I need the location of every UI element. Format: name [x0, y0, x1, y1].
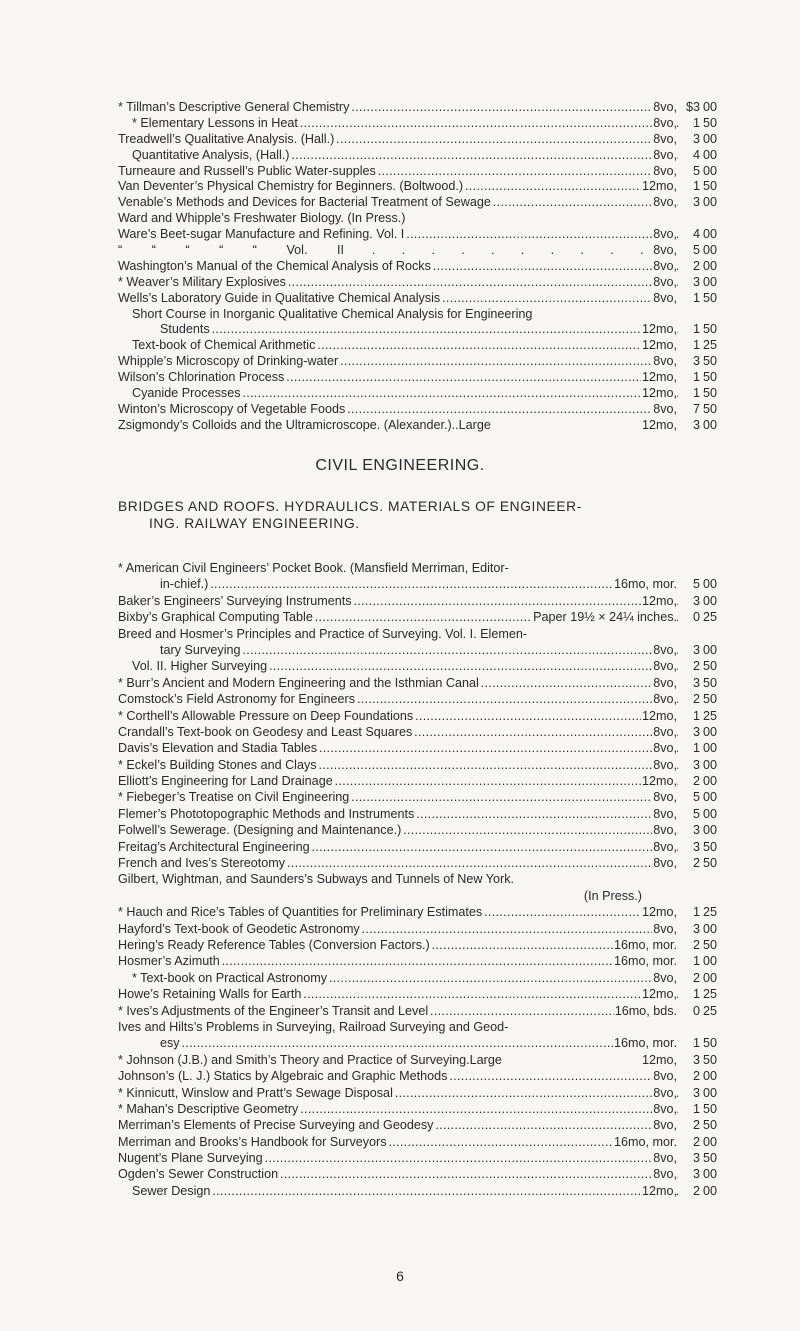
entry-price-dollars: 3 — [692, 593, 700, 608]
catalog-entry — [0, 953, 800, 969]
entry-title: * Text-book on Practical Astronomy . . . — [132, 970, 678, 986]
catalog-entry — [0, 100, 800, 116]
entry-price-cents: 00 — [703, 790, 718, 805]
entry-price-cents: 50 — [703, 692, 718, 707]
catalog-entry — [0, 773, 800, 789]
entry-title: * Weaver’s Military Explosives . . . — [118, 275, 678, 291]
catalog-entry — [0, 275, 800, 291]
entry-title: Merriman and Brooks’s Handbook for Surveyors . . . — [118, 1134, 678, 1150]
entry-price-cents: 50 — [703, 1118, 718, 1133]
entry-title: Students . . . — [160, 322, 678, 338]
catalog-entry — [0, 291, 800, 307]
entry-price-dollars: 5 — [692, 790, 700, 805]
entry-price-cents: 00 — [703, 227, 718, 242]
entry-title: Zsigmondy’s Colloids and the Ultramicroscope. (Alexander.)..Large — [118, 417, 491, 432]
entry-title: Freitag’s Architectural Engineering . . . — [118, 839, 678, 855]
entry-format: 12mo, — [641, 370, 677, 385]
entry-price-cents: 25 — [703, 610, 718, 625]
catalog-entry — [0, 986, 800, 1002]
catalog-entry — [0, 757, 800, 773]
entry-title: * Kinnicutt, Winslow and Pratt’s Sewage Disposal . . . — [118, 1085, 678, 1101]
catalog-entry — [0, 370, 800, 386]
entry-title: Ward and Whipple’s Freshwater Biology. (In Press.) — [118, 211, 406, 226]
entry-format: 8vo, — [653, 147, 677, 162]
entry-price-cents: 00 — [703, 724, 718, 739]
catalog-entry — [0, 839, 800, 855]
entry-format: 8vo, — [653, 1101, 677, 1116]
entry-title: Turneaure and Russell’s Public Water-supples . . . — [118, 164, 678, 180]
entry-format: 8vo, — [653, 1118, 677, 1133]
catalog-entry — [0, 1068, 800, 1084]
entry-title: Gilbert, Wightman, and Saunders’s Subways and Tunnels of New York. — [118, 872, 514, 887]
entry-price-dollars: 3 — [692, 1151, 700, 1166]
entry-price-dollars: 3 — [692, 642, 700, 657]
catalog-entry — [0, 642, 800, 658]
entry-price-dollars: 5 — [692, 577, 700, 592]
entry-price-cents: 50 — [703, 1052, 718, 1067]
entry-title: Sewer Design . . . — [132, 1183, 678, 1199]
catalog-entry — [0, 164, 800, 180]
section-subheading — [118, 498, 740, 532]
entry-title: “ “ “ “ “ Vol. II . . . — [118, 243, 678, 259]
entry-price-cents: 00 — [703, 417, 718, 432]
entry-price-dollars: 5 — [692, 806, 700, 821]
entry-price-cents: 00 — [703, 100, 718, 114]
entry-format: 8vo, — [653, 131, 677, 146]
entry-format: 16mo, mor. — [614, 954, 677, 969]
entry-format: 8vo, — [653, 724, 677, 739]
catalog-entry — [0, 593, 800, 609]
entry-title: * Burr’s Ancient and Modern Engineering and the Isthmian Canal . . . — [118, 675, 678, 691]
catalog-entry — [0, 708, 800, 724]
entry-price-dollars: 4 — [692, 227, 700, 242]
catalog-entry — [0, 675, 800, 691]
entry-price-dollars: 1 — [692, 708, 700, 723]
catalog-entry — [0, 1134, 800, 1150]
entry-price-dollars: 3 — [692, 757, 700, 772]
entry-format: 12mo, — [641, 774, 677, 789]
section-heading: CIVIL ENGINEERING. — [315, 457, 485, 474]
catalog-entry — [0, 418, 800, 434]
catalog-entry — [0, 576, 800, 592]
entry-price-dollars: 3 — [692, 274, 700, 289]
entry-title: * Ives’s Adjustments of the Engineer’s Transit and Level . . . — [118, 1003, 678, 1019]
entry-title: Hayford’s Text-book of Geodetic Astronomy . . . — [118, 921, 678, 937]
entry-price-dollars: $3 — [685, 100, 700, 114]
catalog-entry — [0, 354, 800, 370]
catalog-entry — [0, 822, 800, 838]
catalog-entry — [0, 789, 800, 805]
catalog-entry — [0, 1035, 800, 1051]
catalog-entry — [0, 1166, 800, 1182]
entry-format: 8vo, — [653, 839, 677, 854]
entry-format: 8vo, — [653, 195, 677, 210]
subheading-line-1: BRIDGES AND ROOFS. HYDRAULICS. MATERIALS OF ENGINEER- — [118, 499, 582, 514]
entry-format: 12mo, — [641, 987, 677, 1002]
catalog-entry — [0, 338, 800, 354]
entry-title: * Corthell’s Allowable Pressure on Deep Foundations . . . — [118, 708, 678, 724]
entry-format: 8vo, — [653, 1167, 677, 1182]
entry-format: 16mo, mor. — [614, 1036, 677, 1051]
entry-price-cents: 00 — [703, 757, 718, 772]
entry-price-dollars: 3 — [692, 195, 700, 210]
entry-price-dollars: 1 — [692, 905, 700, 920]
entry-format: 8vo, — [653, 692, 677, 707]
entry-format: 8vo, — [653, 1085, 677, 1100]
entry-price-dollars: 3 — [692, 1052, 700, 1067]
entry-title: Crandall’s Text-book on Geodesy and Least Squares . . . — [118, 724, 678, 740]
entry-title: * Fiebeger’s Treatise on Civil Engineering . . . — [118, 789, 678, 805]
entry-format: 16mo, mor. — [614, 1134, 677, 1149]
entry-price-dollars: 0 — [692, 1003, 700, 1018]
entry-price-cents: 00 — [703, 954, 718, 969]
entry-format: 8vo, — [653, 970, 677, 985]
chemistry-list — [0, 100, 800, 434]
entry-title: Nugent’s Plane Surveying . . . — [118, 1150, 678, 1166]
entry-price-cents: 00 — [703, 823, 718, 838]
subheading-line-2: ING. RAILWAY ENGINEERING. — [149, 516, 360, 531]
entry-price-cents: 00 — [703, 774, 718, 789]
entry-price-dollars: 1 — [692, 954, 700, 969]
entry-title: * American Civil Engineers’ Pocket Book. (Mansfield Merriman, Editor- — [118, 561, 509, 575]
entry-price-dollars: 3 — [692, 823, 700, 838]
entry-price-dollars: 3 — [692, 417, 700, 432]
entry-price-cents: 00 — [703, 921, 718, 936]
entry-format: 8vo, — [653, 290, 677, 305]
entry-price-dollars: 1 — [692, 338, 700, 353]
entry-format: 12mo, — [641, 1052, 677, 1067]
entry-title: Venable’s Methods and Devices for Bacterial Treatment of Sewage . . . — [118, 195, 678, 211]
catalog-entry — [0, 904, 800, 920]
entry-price-cents: 50 — [703, 290, 718, 305]
catalog-entry — [0, 259, 800, 275]
entry-title: Comstock’s Field Astronomy for Engineers . . . — [118, 691, 678, 707]
entry-title: Ives and Hilts’s Problems in Surveying, Railroad Surveying and Geod- — [118, 1019, 509, 1034]
entry-format: 12mo, — [641, 179, 677, 194]
entry-format: 8vo, — [653, 790, 677, 805]
entry-price-cents: 00 — [703, 195, 718, 210]
entry-format: 16mo, bds. — [614, 1003, 677, 1018]
entry-format: 12mo, — [641, 708, 677, 723]
entry-title: Wilson’s Chlorination Process . . . — [118, 370, 678, 386]
entry-price-cents: 50 — [703, 370, 718, 385]
entry-price-dollars: 1 — [692, 115, 700, 130]
entry-price-dollars: 3 — [692, 1085, 700, 1100]
catalog-entry — [0, 386, 800, 402]
entry-title: Winton’s Microscopy of Vegetable Foods . . . — [118, 402, 678, 418]
entry-title: Quantitative Analysis, (Hall.) . . . — [132, 148, 678, 164]
catalog-entry — [0, 626, 800, 642]
entry-price-cents: 00 — [703, 131, 718, 146]
entry-price-cents: 00 — [703, 741, 718, 756]
entry-price-dollars: 1 — [692, 1101, 700, 1116]
catalog-entry — [0, 970, 800, 986]
catalog-entry — [0, 609, 800, 625]
catalog-entry — [0, 888, 800, 904]
entry-price-dollars: 3 — [692, 675, 700, 690]
entry-price-dollars: 3 — [692, 354, 700, 369]
catalog-entry — [0, 806, 800, 822]
catalog-entry — [0, 740, 800, 756]
catalog-entry — [0, 1183, 800, 1199]
entry-price-dollars: 2 — [692, 1134, 700, 1149]
entry-price-cents: 00 — [703, 147, 718, 162]
entry-price-dollars: 3 — [692, 131, 700, 146]
entry-price-dollars: 1 — [692, 987, 700, 1002]
entry-title: Flemer’s Phototopographic Methods and Instruments . . . — [118, 806, 678, 822]
entry-format: 8vo, — [653, 675, 677, 690]
entry-title: Ogden’s Sewer Construction . . . — [118, 1166, 678, 1182]
entry-title: Van Deventer’s Physical Chemistry for Beginners. (Boltwood.) . . . — [118, 179, 678, 195]
entry-title: * Hauch and Rice’s Tables of Quantities for Preliminary Estimates . . . — [118, 904, 678, 920]
entry-title: Wells’s Laboratory Guide in Qualitative Chemical Analysis . . . — [118, 291, 678, 307]
entry-price-cents: 00 — [703, 577, 718, 592]
entry-price-dollars: 1 — [692, 370, 700, 385]
entry-price-cents: 00 — [703, 1069, 718, 1084]
entry-price-cents: 50 — [703, 386, 718, 401]
catalog-entry — [0, 211, 800, 227]
entry-price-cents: 50 — [703, 675, 718, 690]
catalog-entry — [0, 195, 800, 211]
entry-format: 8vo, — [653, 741, 677, 756]
catalog-entry — [0, 243, 800, 259]
entry-title: Merriman’s Elements of Precise Surveying and Geodesy . . . — [118, 1117, 678, 1133]
entry-format: 12mo, — [641, 386, 677, 401]
entry-title: Howe’s Retaining Walls for Earth . . . — [118, 986, 678, 1002]
entry-price-cents: 50 — [703, 354, 718, 369]
entry-format: 8vo, — [653, 757, 677, 772]
entry-price-dollars: 5 — [692, 163, 700, 178]
entry-price-dollars: 3 — [692, 921, 700, 936]
entry-price-dollars: 0 — [692, 610, 700, 625]
entry-price-dollars: 5 — [692, 243, 700, 258]
entry-price-cents: 00 — [703, 1085, 718, 1100]
entry-price-cents: 00 — [703, 243, 718, 258]
entry-price-cents: 50 — [703, 322, 718, 337]
entry-price-cents: 25 — [703, 708, 718, 723]
catalog-entry — [0, 560, 800, 576]
entry-price-cents: 50 — [703, 839, 718, 854]
entry-price-cents: 25 — [703, 1003, 718, 1018]
entry-title: Elliott’s Engineering for Land Drainage . . . — [118, 773, 678, 789]
entry-title: Short Course in Inorganic Qualitative Chemical Analysis for Engineering — [132, 306, 533, 321]
entry-price-cents: 50 — [703, 179, 718, 194]
entry-format: 8vo, — [653, 642, 677, 657]
entry-title: * Tillman’s Descriptive General Chemistry . . . — [118, 100, 678, 116]
catalog-entry — [0, 1052, 800, 1068]
catalog-entry — [0, 1117, 800, 1133]
entry-format: Paper 19½ × 24¼ inches. — [533, 610, 677, 625]
catalog-entry — [0, 307, 800, 323]
entry-price-cents: 50 — [703, 1036, 718, 1051]
catalog-entry — [0, 691, 800, 707]
entry-price-dollars: 3 — [692, 1167, 700, 1182]
entry-price-cents: 00 — [703, 258, 718, 273]
entry-price-dollars: 2 — [692, 692, 700, 707]
entry-price-cents: 00 — [703, 970, 718, 985]
entry-format: 16mo, mor. — [614, 577, 677, 592]
catalog-entry — [0, 132, 800, 148]
entry-price-cents: 00 — [703, 274, 718, 289]
entry-format: 8vo, — [653, 806, 677, 821]
entry-format: 12mo, — [641, 322, 677, 337]
catalog-entry — [0, 1019, 800, 1035]
catalog-entry — [0, 658, 800, 674]
entry-price-dollars: 1 — [692, 741, 700, 756]
entry-format: 12mo, — [641, 905, 677, 920]
entry-price-cents: 00 — [703, 642, 718, 657]
entry-price-cents: 50 — [703, 937, 718, 952]
entry-price-dollars: 2 — [692, 1118, 700, 1133]
entry-title: Ware’s Beet-sugar Manufacture and Refining. Vol. I . . . — [118, 227, 678, 243]
entry-price-cents: 00 — [703, 1134, 718, 1149]
entry-title: * Elementary Lessons in Heat . . . — [132, 116, 678, 132]
entry-price-cents: 25 — [703, 987, 718, 1002]
entry-format: 12mo, — [641, 417, 677, 432]
catalog-entry — [0, 227, 800, 243]
entry-price-cents: 50 — [703, 1101, 718, 1116]
page-number: 6 — [396, 1268, 404, 1284]
entry-title: * Johnson (J.B.) and Smith’s Theory and Practice of Surveying.Large — [118, 1052, 502, 1067]
entry-price-dollars: 2 — [692, 1069, 700, 1084]
entry-format: 16mo, mor. — [614, 937, 677, 952]
entry-price-dollars: 2 — [692, 937, 700, 952]
civil-engineering-list — [0, 560, 800, 1199]
entry-price-dollars: 7 — [692, 401, 700, 416]
entry-title: Baker’s Engineers’ Surveying Instruments . . . — [118, 593, 678, 609]
entry-price-dollars: 2 — [692, 856, 700, 871]
entry-title: Johnson’s (L. J.) Statics by Algebraic and Graphic Methods . . . — [118, 1068, 678, 1084]
catalog-entry — [0, 402, 800, 418]
entry-title: Breed and Hosmer’s Principles and Practice of Surveying. Vol. I. Elemen- — [118, 626, 528, 641]
entry-price-dollars: 4 — [692, 147, 700, 162]
catalog-entry — [0, 855, 800, 871]
entry-price-dollars: 2 — [692, 258, 700, 273]
catalog-entry — [0, 937, 800, 953]
entry-title: Text-book of Chemical Arithmetic . . . — [132, 338, 678, 354]
entry-format: 12mo, — [641, 1183, 677, 1198]
entry-price-cents: 50 — [703, 1151, 718, 1166]
entry-price-cents: 50 — [703, 115, 718, 130]
entry-title: Hosmer’s Azimuth . . . — [118, 953, 678, 969]
entry-price-cents: 00 — [703, 163, 718, 178]
catalog-entry — [0, 921, 800, 937]
catalog-entry — [0, 116, 800, 132]
entry-price-dollars: 2 — [692, 970, 700, 985]
entry-format: 8vo, — [653, 659, 677, 674]
entry-format: 8vo, — [653, 163, 677, 178]
entry-price-dollars: 1 — [692, 290, 700, 305]
entry-price-cents: 50 — [703, 401, 718, 416]
entry-price-cents: 00 — [703, 806, 718, 821]
catalog-entry — [0, 724, 800, 740]
entry-title: Davis’s Elevation and Stadia Tables . . . — [118, 740, 678, 756]
entry-title: in-chief.) . . . — [160, 576, 678, 592]
entry-price-dollars: 1 — [692, 322, 700, 337]
entry-format: 8vo, — [653, 856, 677, 871]
entry-format: 8vo, — [653, 115, 677, 130]
entry-price-cents: 00 — [703, 593, 718, 608]
entry-title: Hering’s Ready Reference Tables (Conversion Factors.) . . . — [118, 937, 678, 953]
entry-format: 12mo, — [641, 593, 677, 608]
entry-price-dollars: 3 — [692, 724, 700, 739]
catalog-entry — [0, 1150, 800, 1166]
entry-price-cents: 50 — [703, 856, 718, 871]
entry-title: tary Surveying . . . — [160, 642, 678, 658]
catalog-entry — [0, 871, 800, 887]
entry-title: Vol. II. Higher Surveying . . . — [132, 658, 678, 674]
entry-format: 8vo, — [653, 354, 677, 369]
entry-title: * Eckel’s Building Stones and Clays . . . — [118, 757, 678, 773]
entry-format: 8vo, — [653, 1151, 677, 1166]
entry-price-cents: 00 — [703, 1183, 718, 1198]
entry-format: 8vo, — [653, 401, 677, 416]
entry-price-dollars: 1 — [692, 386, 700, 401]
entry-title: esy . . . — [160, 1035, 678, 1051]
entry-title: Washington’s Manual of the Chemical Analysis of Rocks . . . — [118, 259, 678, 275]
entry-price-dollars: 2 — [692, 659, 700, 674]
catalog-entry — [0, 148, 800, 164]
entry-format: 8vo, — [653, 1069, 677, 1084]
catalog-entry — [0, 322, 800, 338]
entry-price-dollars: 1 — [692, 179, 700, 194]
entry-price-dollars: 2 — [692, 1183, 700, 1198]
entry-format: 8vo, — [653, 823, 677, 838]
entry-format: 8vo, — [653, 243, 677, 258]
entry-format: 8vo, — [653, 227, 677, 242]
entry-title: French and Ives’s Stereotomy . . . — [118, 855, 678, 871]
entry-format: 8vo, — [653, 274, 677, 289]
entry-price-cents: 25 — [703, 905, 718, 920]
entry-title: Whipple’s Microscopy of Drinking-water . . . — [118, 354, 678, 370]
entry-title: Cyanide Processes . . . — [132, 386, 678, 402]
catalog-entry — [0, 179, 800, 195]
entry-format: 8vo, — [653, 258, 677, 273]
catalog-entry — [0, 1003, 800, 1019]
entry-price-dollars: 3 — [692, 839, 700, 854]
entry-title: Folwell’s Sewerage. (Designing and Maintenance.) . . . — [118, 822, 678, 838]
catalog-entry — [0, 1101, 800, 1117]
entry-price-cents: 00 — [703, 1167, 718, 1182]
entry-title: Treadwell’s Qualitative Analysis. (Hall.) . . . — [118, 132, 678, 148]
entry-price-cents: 25 — [703, 338, 718, 353]
catalog-entry — [0, 1085, 800, 1101]
entry-price-dollars: 2 — [692, 774, 700, 789]
entry-title: (In Press.) — [583, 888, 642, 903]
entry-format: 12mo, — [641, 338, 677, 353]
entry-title: * Mahan’s Descriptive Geometry . . . — [118, 1101, 678, 1117]
entry-title: Bixby’s Graphical Computing Table . . . — [118, 609, 678, 625]
entry-price-dollars: 1 — [692, 1036, 700, 1051]
entry-price-cents: 50 — [703, 659, 718, 674]
entry-format: 8vo, — [653, 921, 677, 936]
entry-format: 8vo, — [653, 100, 677, 114]
